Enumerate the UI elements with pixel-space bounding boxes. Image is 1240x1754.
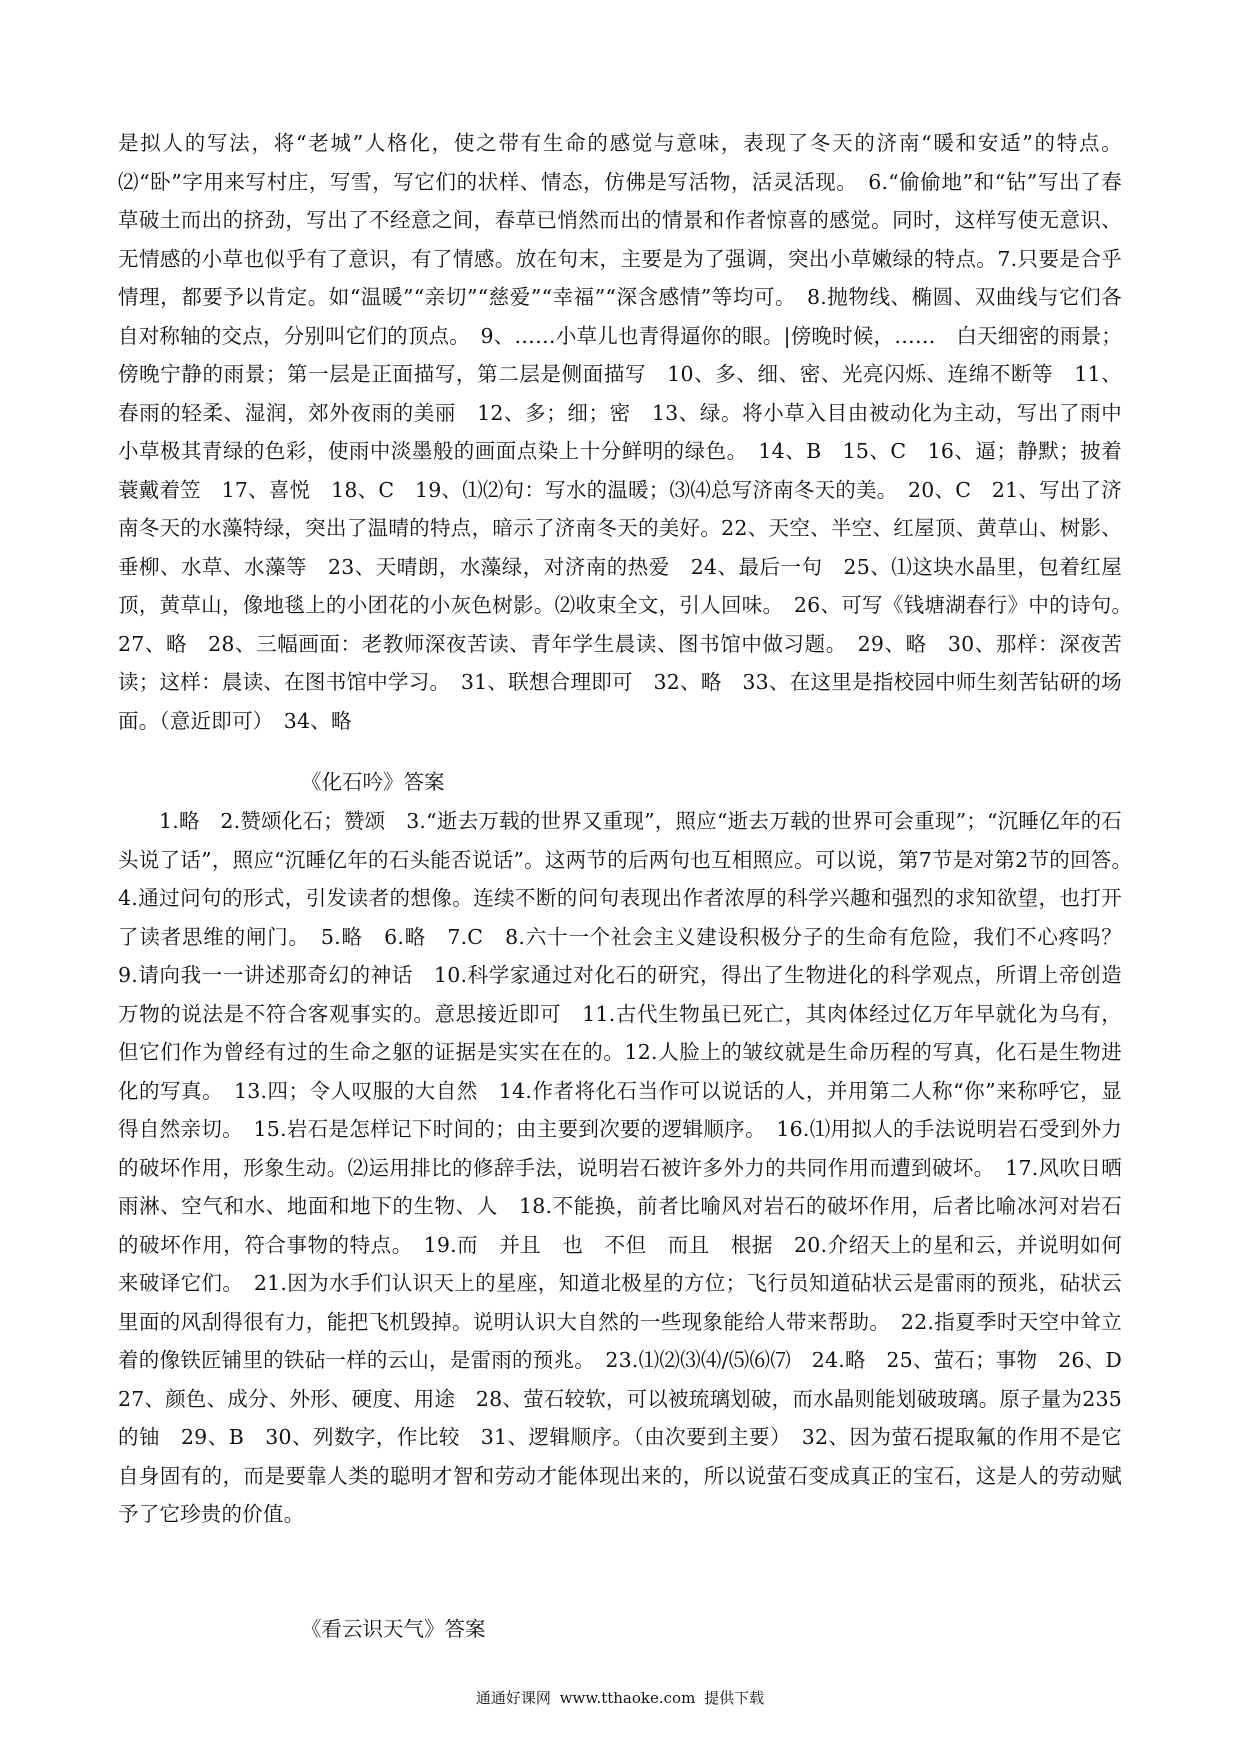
section-heading-huashiyin: 《化石吟》答案 — [301, 770, 445, 794]
answers-paragraph: 1.略 2.赞颂化石；赞颂 3.“逝去万载的世界又重现”，照应“逝去万载的世界可会重现”；“沉睡亿年的石头说了话”，照应“沉睡亿年的石头能否说话”。这两节的后两句也互相照应。可以说，第7节是对第2节的回答。 4.通过问句的形式，引发读者的想像。连续不断的问句表现出作者浓厚的科学兴趣和强烈的求知欲望，也打开了读者思维的闸门。 5.略 6.略 7.C 8.六十一个社会主义建设积极分子的生命有危险，我们不心疼吗？ 9.请向我一一讲述那奇幻的神话 10.科学家通过对化石的研究，得出了生物进化的科学观点，所谓上帝创造万物的说法是不符合客观事实的。意思接近即可 11.古代生物虽已死亡，其肉体经过亿万年早就化为乌有，但它们作为曾经有过的生命之躯的证据是实实在在的。12.人脸上的皱纹就是生命历程的写真，化石是生物进化的写真。 13.四；令人叹服的大自然 14.作者将化石当作可以说话的人，并用第二人称“你”来称呼它，显得自然亲切。 15.岩石是怎样记下时间的；由主要到次要的逻辑顺序。 16.⑴用拟人的手法说明岩石受到外力的破坏作用，形象生动。⑵运用排比的修辞手法，说明岩石被许多外力的共同作用而遭到破坏。 17.风吹日晒雨淋、空气和水、地面和地下的生物、人 18.不能换，前者比喻风对岩石的破坏作用，后者比喻冰河对岩石的破坏作用，符合事物的特点。 19.而 并且 也 不但 而且 根据 20.介绍天上的星和云，并说明如何来破译它们。 21.因为水手们认识天上的星座，知道北极星的方位；飞行员知道砧状云是雷雨的预兆，砧状云里面的风刮得很有力，能把飞机毁掉。说明认识大自然的一些现象能给人带来帮助。 22.指夏季时天空中耸立着的像铁匠铺里的铁砧一样的云山，是雷雨的预兆。 23.⑴⑵⑶⑷/⑸⑹⑺ 24.略 25、萤石；事物 26、D 27、颜色、成分、外形、硬度、用途 28、萤石较软，可以被琉璃划破，而水晶则能划破玻璃。原子量为235的铀 29、B 30、列数字，作比较 31、逻辑顺序。（由次要到主要） 32、因为萤石提取氟的作用不是它自身固有的，而是要靠人类的聪明才智和劳动才能体现出来的，所以说萤石变成真正的宝石，这是人的劳动赋予了它珍贵的价值。 — [118, 809, 1143, 1526]
footer-site-name: 通通好课网 — [475, 1689, 551, 1707]
section-heading-kanyun: 《看云识天气》答案 — [301, 1617, 486, 1641]
footer-site-url[interactable]: www.tthaoke.com — [559, 1689, 696, 1707]
page-footer — [0, 1688, 1240, 1708]
answers-previous-section — [118, 124, 1143, 740]
answers-paragraph: 是拟人的写法，将“老城”人格化，使之带有生命的感觉与意味，表现了冬天的济南“暖和安适”的特点。⑵“卧”字用来写村庄，写雪，写它们的状样、情态，仿佛是写活物，活灵活现。 6.“偷偷地”和“钻”写出了春草破土而出的挤劲，写出了不经意之间，春草已悄然而出的情景和作者惊喜的感觉。同时，这样写使无意识、无情感的小草也似乎有了意识，有了情感。放在句末，主要是为了强调，突出小草嫩绿的特点。7.只要是合乎情理，都要予以肯定。如“温暖”“亲切”“慈爱”“幸福”“深含感情”等均可。 8.抛物线、椭圆、双曲线与它们各自对称轴的交点，分别叫它们的顶点。 9、……小草儿也青得逼你的眼。|傍晚时候，…… 白天细密的雨景；傍晚宁静的雨景；第一层是正面描写，第二层是侧面描写 10、多、细、密、光亮闪烁、连绵不断等 11、春雨的轻柔、湿润，郊外夜雨的美丽 12、多；细；密 13、绿。将小草入目由被动化为主动，写出了雨中小草极其青绿的色彩，使雨中淡墨般的画面点染上十分鲜明的绿色。 14、B 15、C 16、逼；静默；披着蓑戴着笠 17、喜悦 18、C 19、⑴⑵句：写水的温暖；⑶⑷总写济南冬天的美。 20、C 21、写出了济南冬天的水藻特绿，突出了温晴的特点，暗示了济南冬天的美好。22、天空、半空、红屋顶、黄草山、树影、垂柳、水草、水藻等 23、天晴朗，水藻绿，对济南的热爱 24、最后一句 25、⑴这块水晶里，包着红屋顶，黄草山，像地毯上的小团花的小灰色树影。⑵收束全文，引人回味。 26、可写《钱塘湖春行》中的诗句。 27、略 28、三幅画面：老教师深夜苦读、青年学生晨读、图书馆中做习题。 29、略 30、那样：深夜苦读；这样：晨读、在图书馆中学习。 31、联想合理即可 32、略 33、在这里是指校园中师生刻苦钻研的场面。（意近即可） 34、略 — [118, 131, 1143, 733]
answers-huashiyin-section — [118, 802, 1143, 1534]
footer-suffix: 提供下载 — [704, 1689, 765, 1707]
